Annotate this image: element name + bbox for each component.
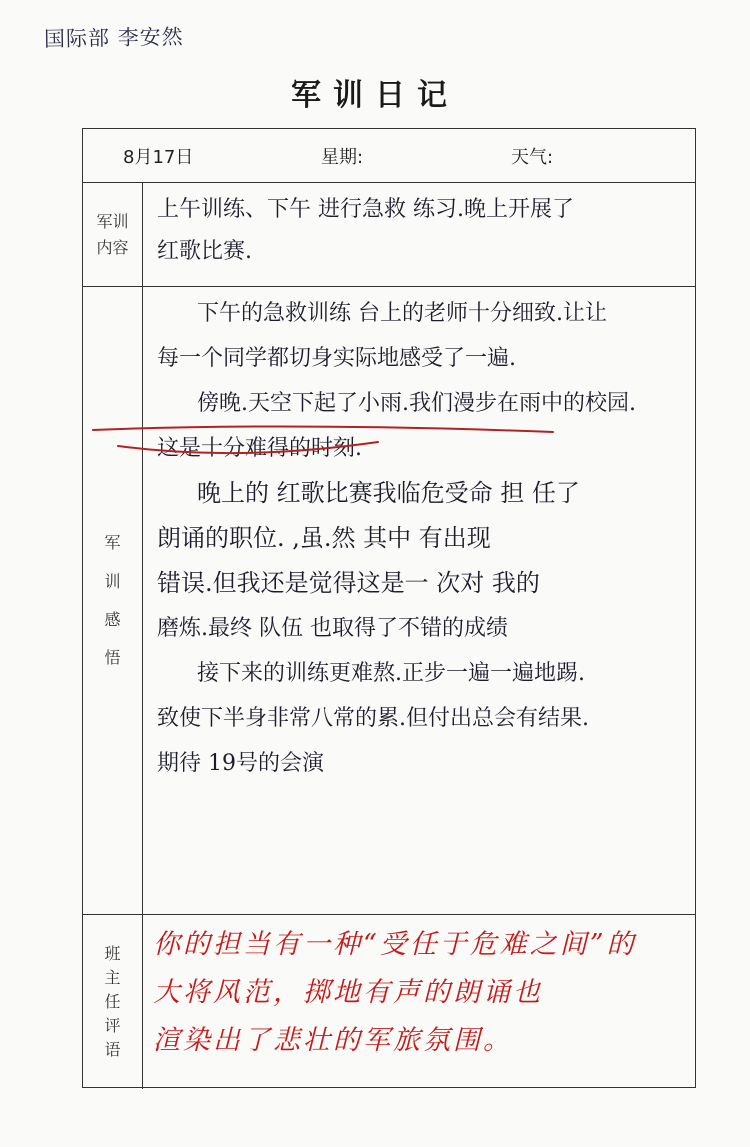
- feeling-text: [143, 287, 695, 914]
- comment-line: 你的担当有一种“受任于危难之间”的: [153, 929, 637, 960]
- content-line: 上午训练、下午 进行急救 练习.晚上开展了: [157, 197, 574, 222]
- feeling-line: 每一个同学都切身实际地感受了一遍.: [157, 346, 516, 371]
- feeling-line: 接下来的训练更难熬.正步一遍一遍地踢.: [197, 661, 585, 686]
- feeling-line: 傍晚.天空下起了小雨.我们漫步在雨中的校园.: [197, 391, 636, 416]
- comment-line: 渲染出了悲壮的军旅氛围。: [153, 1025, 513, 1056]
- header-row: [83, 129, 695, 183]
- page-title: 军训日记: [291, 78, 459, 113]
- comment-label: [83, 915, 143, 1089]
- weather-label: 天气:: [511, 147, 554, 168]
- diary-form: [82, 128, 696, 1088]
- feeling-line: 致使下半身非常八常的累.但付出总会有结果.: [157, 706, 589, 731]
- feeling-label: [83, 287, 143, 914]
- feeling-line: 错误.但我还是觉得这是一 次对 我的: [157, 569, 540, 597]
- author-name: 国际部 李安然: [43, 24, 184, 52]
- content-text: [143, 183, 695, 286]
- feeling-line: 这是十分难得的时刻.: [157, 436, 362, 461]
- feeling-line: 晚上的 红歌比赛我临危受命 担 任了: [197, 479, 580, 507]
- weekday-label: 星期:: [321, 147, 364, 168]
- feeling-line: 下午的急救训练 台上的老师十分细致.让让: [197, 301, 607, 326]
- comment-label-text: 班 主 任 评 语: [104, 944, 121, 1059]
- feeling-line: 磨炼.最终 队伍 也取得了不错的成绩: [157, 616, 508, 641]
- comment-row: [83, 915, 695, 1089]
- content-label-text: 军训 内容: [96, 211, 129, 257]
- content-line: 红歌比赛.: [157, 239, 252, 264]
- content-label: [83, 183, 143, 286]
- feeling-line: 朗诵的职位. ,虽.然 其中 有出现: [157, 524, 491, 552]
- content-row: [83, 183, 695, 287]
- date-field: 8月17日: [123, 147, 194, 168]
- feeling-row: [83, 287, 695, 915]
- comment-line: 大将风范，掷地有声的朗诵也: [153, 977, 543, 1008]
- teacher-comment: [143, 915, 695, 1089]
- feeling-line: 期待 19号的会演: [157, 751, 324, 776]
- feeling-label-text: 军 训 感 悟: [104, 533, 121, 668]
